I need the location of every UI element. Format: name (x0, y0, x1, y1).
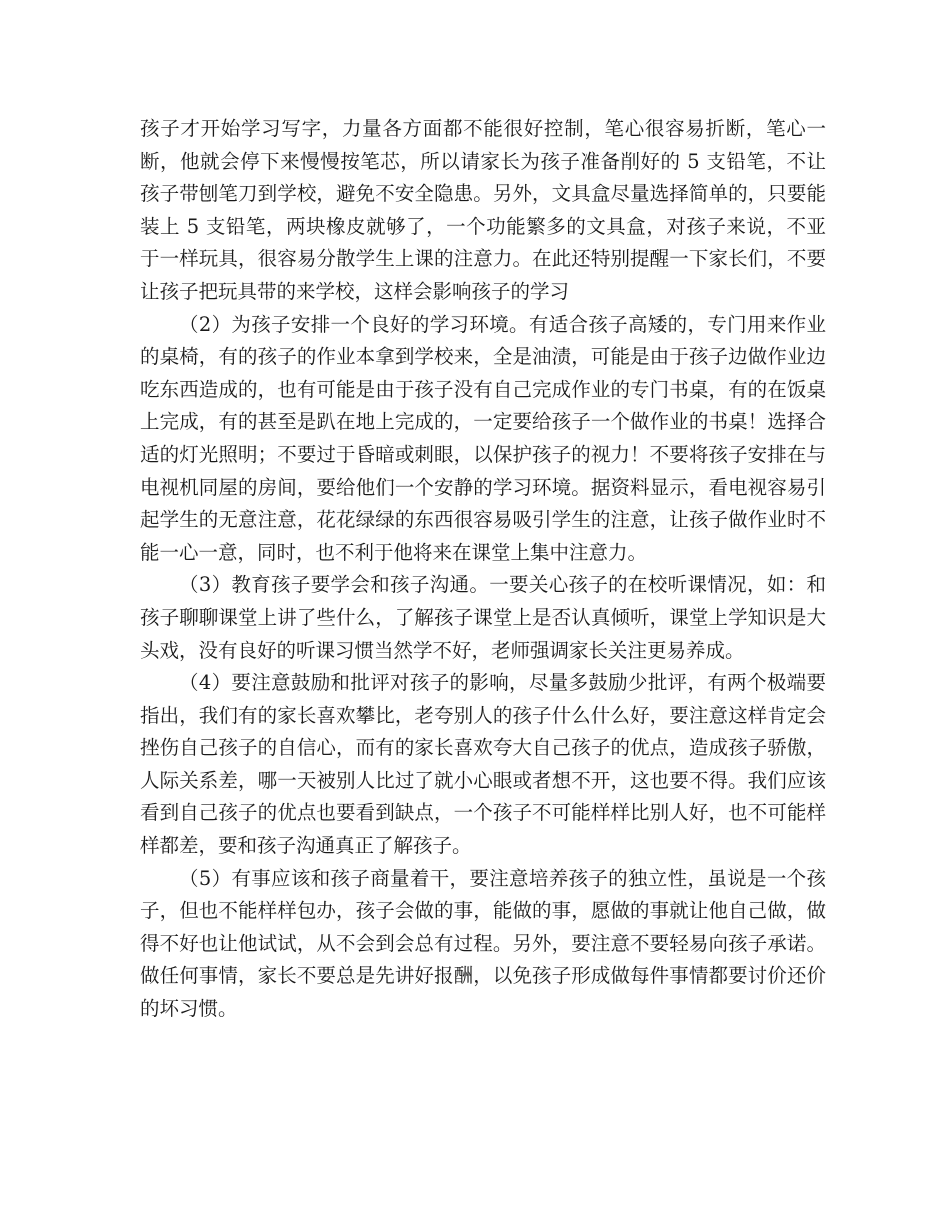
paragraph-continued: 孩子才开始学习写字，力量各方面都不能很好控制，笔心很容易折断，笔心一断，他就会停下来慢慢按笔芯，所以请家长为孩子准备削好的 5 支铅笔，不让孩子带刨笔刀到学校，避免不安全隐患。另外，文具盒尽量选择简单的，只要能装上 5 支铅笔，两块橡皮就够了，一个功能繁多的文具盒，对孩子来说，不亚于一样玩具，很容易分散学生上课的注意力。在此还特别提醒一下家长们，不要让孩子把玩具带的来学校，这样会影响孩子的学习 (140, 117, 826, 303)
paragraph-4: （4）要注意鼓励和批评对孩子的影响，尽量多鼓励少批评，有两个极端要指出，我们有的家长喜欢攀比，老夸别人的孩子什么什么好，要注意这样肯定会挫伤自己孩子的自信心，而有的家长喜欢夸大自己孩子的优点，造成孩子骄傲，人际关系差，哪一天被别人比过了就小心眼或者想不开，这也要不得。我们应该看到自己孩子的优点也要看到缺点，一个孩子不可能样样比别人好，也不可能样样都差，要和孩子沟通真正了解孩子。 (140, 671, 826, 858)
paragraph-2: （2）为孩子安排一个良好的学习环境。有适合孩子高矮的，专门用来作业的桌椅，有的孩子的作业本拿到学校来，全是油渍，可能是由于孩子边做作业边吃东西造成的，也有可能是由于孩子没有自己完成作业的专门书桌，有的在饭桌上完成，有的甚至是趴在地上完成的，一定要给孩子一个做作业的书桌！选择合适的灯光照明；不要过于昏暗或刺眼，以保护孩子的视力！不要将孩子安排在与电视机同屋的房间，要给他们一个安静的学习环境。据资料显示，看电视容易引起学生的无意注意，花花绿绿的东西很容易吸引学生的注意，让孩子做作业时不能一心一意，同时，也不利于他将来在课堂上集中注意力。 (140, 312, 826, 564)
paragraph-5: （5）有事应该和孩子商量着干，要注意培养孩子的独立性，虽说是一个孩子，但也不能样样包办，孩子会做的事，能做的事，愿做的事就让他自己做，做得不好也让他试试，从不会到会总有过程。另外，要注意不要轻易向孩子承诺。做任何事情，家长不要总是先讲好报酬，以免孩子形成做每件事情都要讨价还价的坏习惯。 (140, 866, 826, 1021)
paragraph-3: （3）教育孩子要学会和孩子沟通。一要关心孩子的在校听课情况，如：和孩子聊聊课堂上讲了些什么，了解孩子课堂上是否认真倾听，课堂上学知识是大头戏，没有良好的听课习惯当然学不好，老师强调家长关注更易养成。 (140, 573, 826, 662)
document-body (140, 113, 826, 1026)
